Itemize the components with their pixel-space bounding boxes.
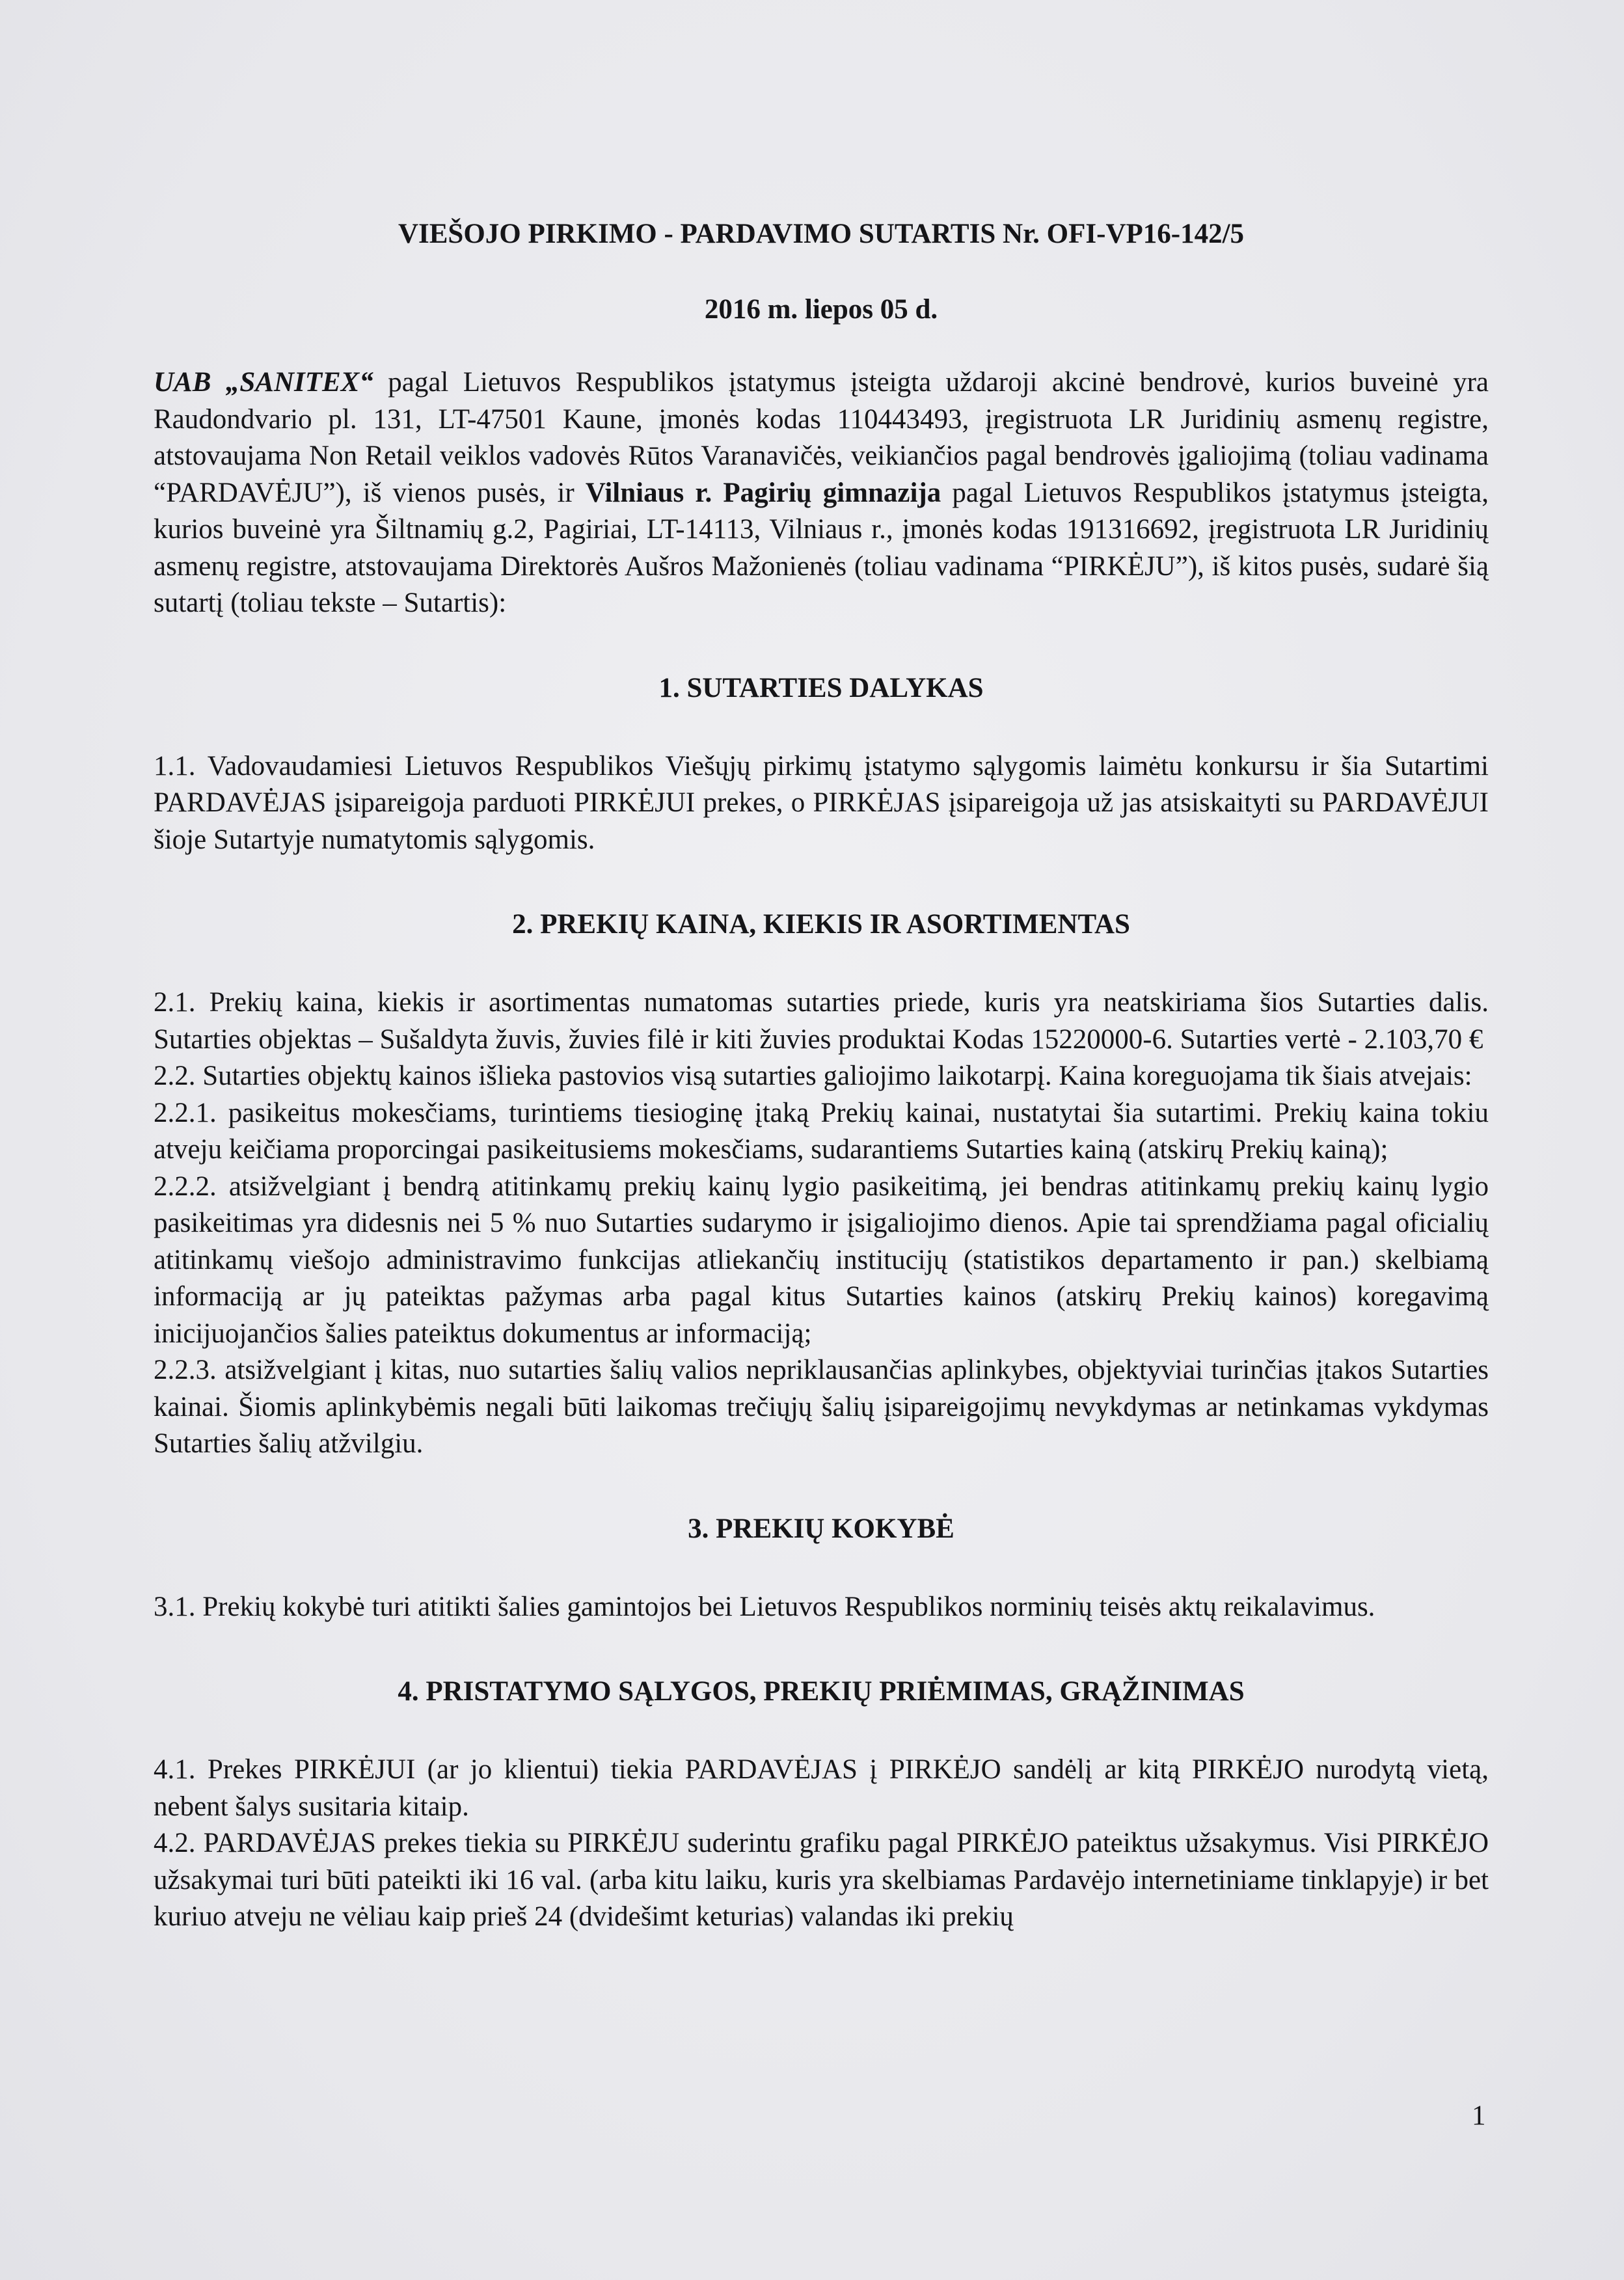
clause-2-1: 2.1. Prekių kaina, kiekis ir asortimentas numatomas sutarties priede, kuris yra neatskiriama šios Sutarties dalis. Sutarties objektas – Sušaldyta žuvis, žuvies filė ir kiti žuvies produktai Kodas 15220000-6. Sutarties vertė - 2.103,70 € — [154, 987, 1489, 1055]
buyer-name: Vilniaus r. Pagirių gimnazija — [585, 477, 941, 508]
section-heading-2: 2. PREKIŲ KAINA, KIEKIS IR ASORTIMENTAS — [512, 909, 1130, 940]
clause-2-2-3: 2.2.3. atsižvelgiant į kitas, nuo sutarties šalių valios nepriklausančias aplinkybes, objektyviai turinčias įtakos Sutarties kainai. Šiomis aplinkybėmis negali būti laikomas trečiųjų šalių įsipareigojimų nevykdymas ar netinkamas vykdymas Sutarties šalių atžvilgiu. — [154, 1355, 1489, 1459]
section-heading-1: 1. SUTARTIES DALYKAS — [658, 672, 984, 703]
clause-1-1: 1.1. Vadovaudamiesi Lietuvos Respublikos Viešųjų pirkimų įstatymo sąlygomis laimėtu konkursu ir šia Sutartimi PARDAVĖJAS įsipareigoja parduoti PIRKĖJUI prekes, o PIRKĖJAS įsipareigoja už jas atsiskaityti su PARDAVĖJUI šioje Sutartyje numatytomis sąlygomis. — [154, 750, 1489, 855]
intro-text-part2: pagal Lietuvos Respublikos įstatymus įsteigta, kurios buveinė yra Šiltnamių g.2, Pagiriai, LT-14113, Vilniaus r., įmonės kodas 191316692, įregistruota LR Juridinių asmenų registre, atstovaujama Direktorės Aušros Mažonienės (toliau vadinama “PIRKĖJU”), iš kitos pusės, sudarė šią sutartį (toliau tekste – Sutartis): — [154, 477, 1489, 618]
clause-3-1: 3.1. Prekių kokybė turi atitikti šalies gamintojos bei Lietuvos Respublikos norminių teisės aktų reikalavimus. — [154, 1591, 1375, 1622]
intro-text-part1: pagal Lietuvos Respublikos įstatymus įsteigta uždaroji akcinė bendrovė, kurios buveinė yra Raudondvario pl. 131, LT-47501 Kaune, įmonės kodas 110443493, įregistruota LR Juridinių asmenų registre, atstovaujama Non Retail veiklos vadovės Rūtos Varanavičės, veikiančios pagal bendrovės įgaliojimą (toliau vadinama “PARDAVĖJU”), iš vienos pusės, ir — [154, 367, 1489, 508]
clause-2-2: 2.2. Sutarties objektų kainos išlieka pastovios visą sutarties galiojimo laikotarpį. Kaina koreguojama tik šiais atvejais: — [154, 1061, 1472, 1091]
clause-2-2-2: 2.2.2. atsižvelgiant į bendrą atitinkamų prekių kainų lygio pasikeitimą, jei bendras atitinkamų prekių kainų lygio pasikeitimas yra didesnis nei 5 % nuo Sutarties sudarymo ir įsigaliojimo dienos. Apie tai sprendžiama pagal oficialių atitinkamų viešojo administravimo funkcijas atliekančių institucijų (statistikos departamento ir pan.) skelbiamą informaciją ar jų pateiktas pažymas arba pagal kitus Sutarties kainos (atskirų Prekių kainos) koregavimą inicijuojančios šalies pateiktus dokumentus ar informaciją; — [154, 1171, 1489, 1349]
clause-2-2-1: 2.2.1. pasikeitus mokesčiams, turintiems tiesioginę įtaką Prekių kainai, nustatytai šia sutartimi. Prekių kaina tokiu atveju keičiama proporcingai pasikeitusiems mokesčiams, sudarantiems Sutarties kainą (atskirų Prekių kainą); — [154, 1097, 1489, 1165]
contract-title: VIEŠOJO PIRKIMO - PARDAVIMO SUTARTIS Nr. OFI-VP16-142/5 — [398, 219, 1245, 249]
document-body — [154, 215, 1489, 1936]
intro-paragraph — [154, 364, 1489, 622]
seller-name: UAB „SANITEX“ — [154, 367, 373, 398]
section-heading-3: 3. PREKIŲ KOKYBĖ — [688, 1513, 954, 1544]
section-heading-4: 4. PRISTATYMO SĄLYGOS, PREKIŲ PRIĖMIMAS, GRĄŽINIMAS — [398, 1676, 1245, 1707]
contract-date: 2016 m. liepos 05 d. — [704, 294, 938, 325]
clause-4-1: 4.1. Prekes PIRKĖJUI (ar jo klientui) tiekia PARDAVĖJAS į PIRKĖJO sandėlį ar kitą PIRKĖJO nurodytą vietą, nebent šalys susitaria kitaip. — [154, 1754, 1489, 1822]
page-number: 1 — [1472, 2100, 1486, 2131]
clause-4-2: 4.2. PARDAVĖJAS prekes tiekia su PIRKĖJU suderintu grafiku pagal PIRKĖJO pateiktus užsakymus. Visi PIRKĖJO užsakymai turi būti pateikti iki 16 val. (arba kitu laiku, kuris yra skelbiamas Pardavėjo internetiniame tinklapyje) ir bet kuriuo atveju ne vėliau kaip prieš 24 (dvidešimt keturias) valandas iki prekių — [154, 1828, 1489, 1932]
